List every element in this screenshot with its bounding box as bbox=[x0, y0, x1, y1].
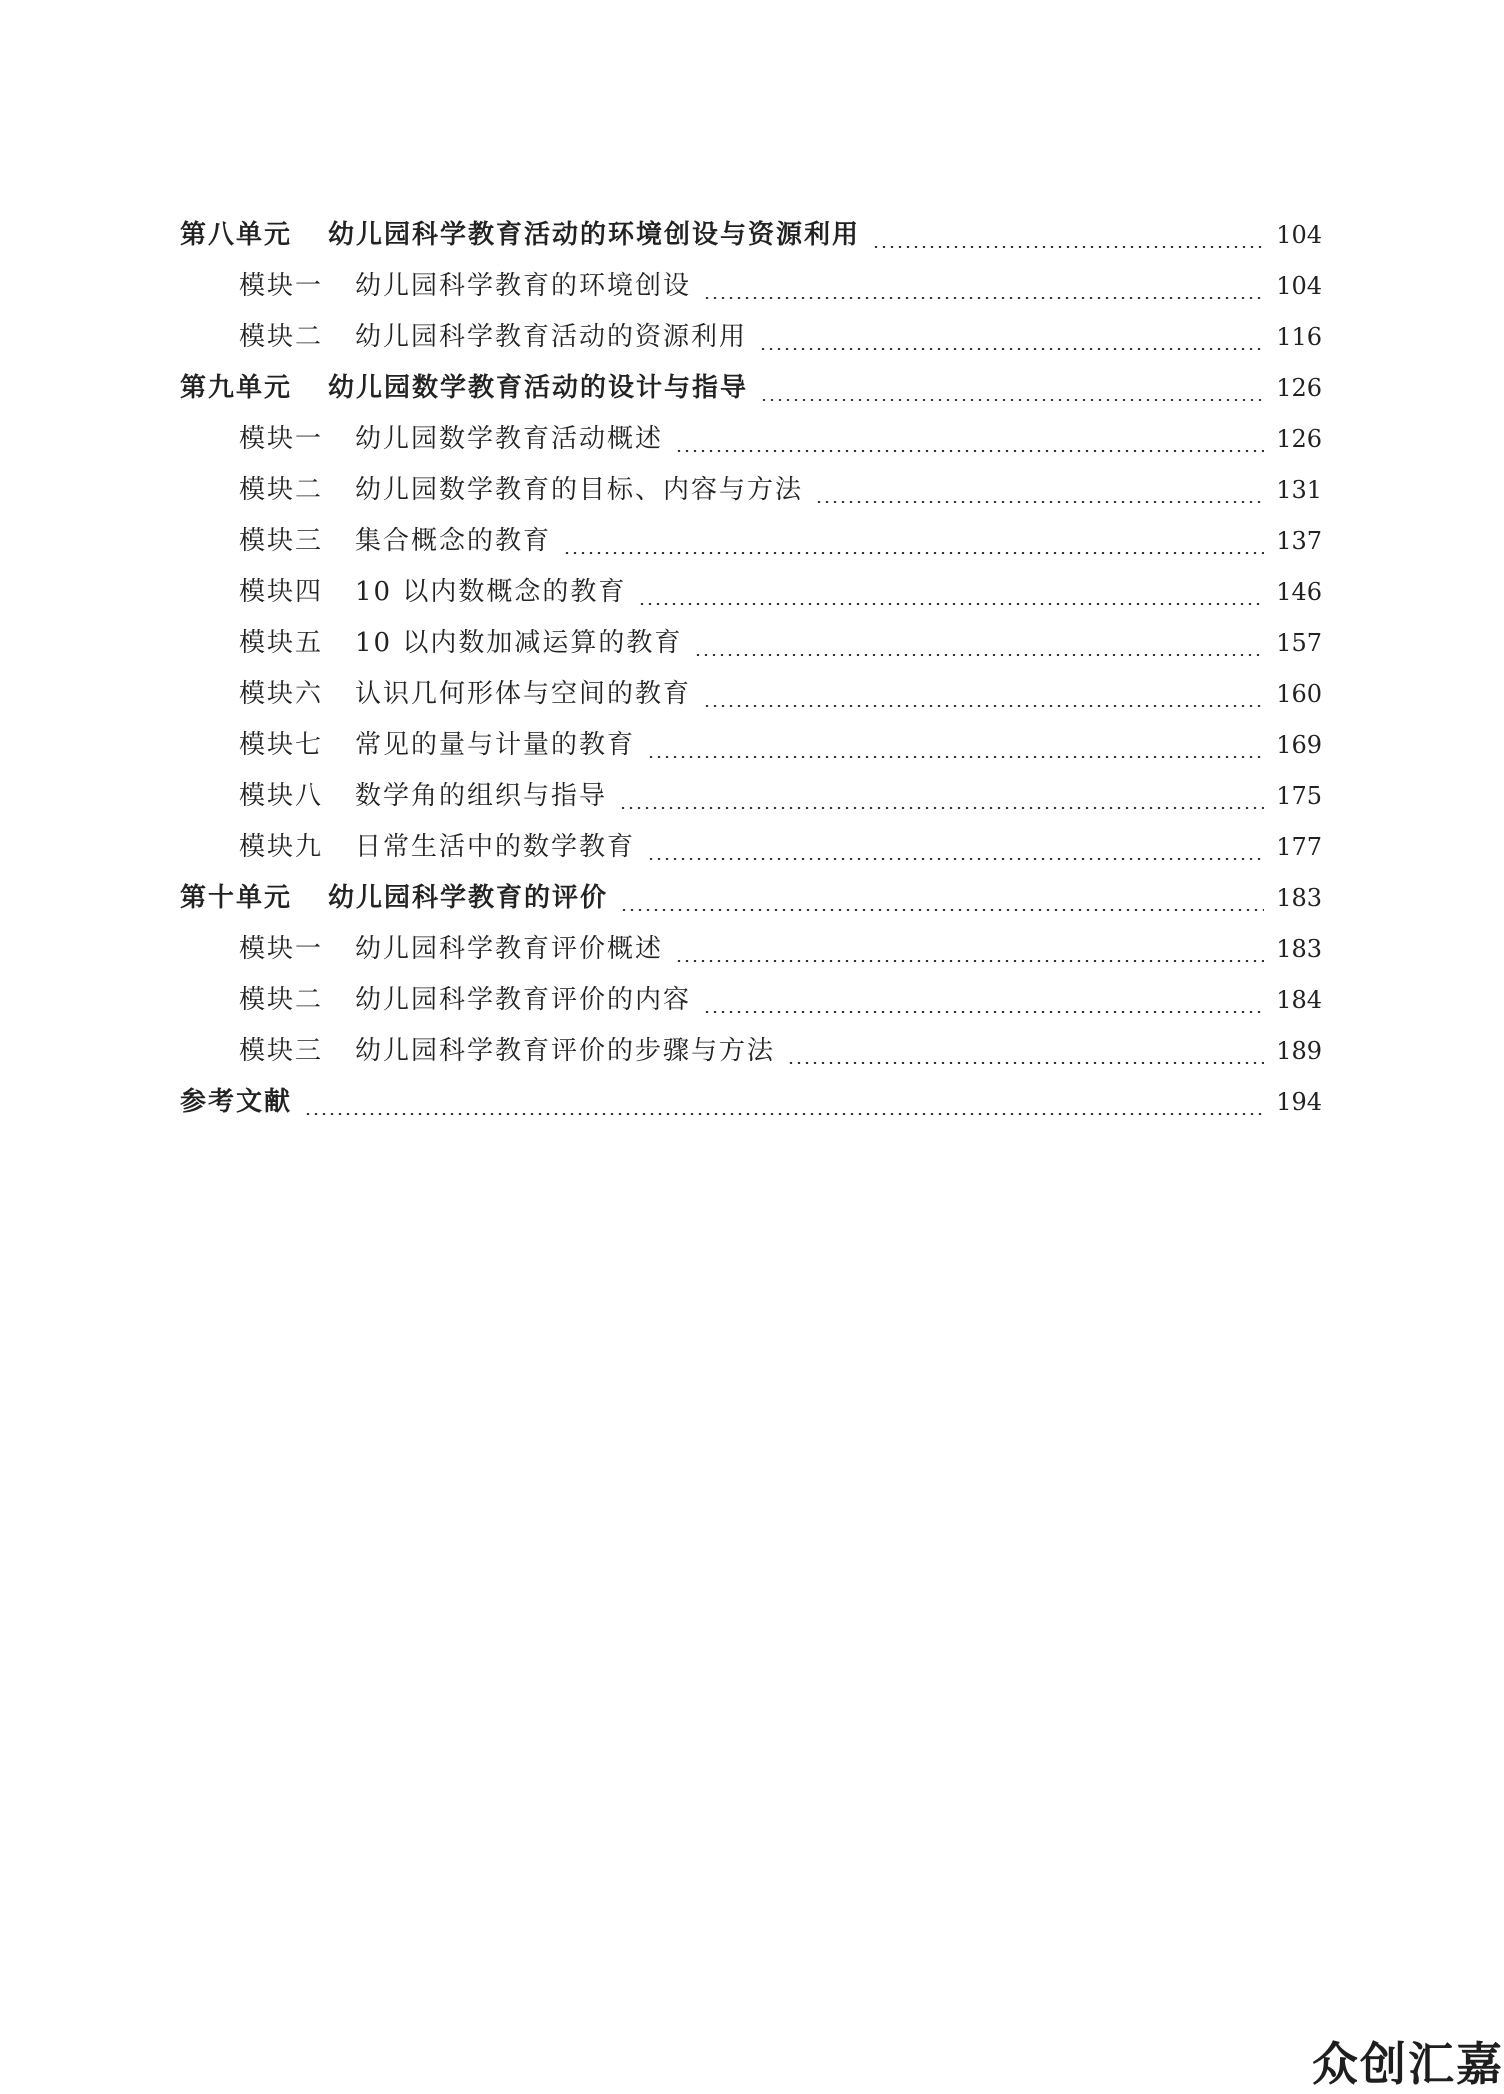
unit-number: 第十单元 bbox=[180, 883, 293, 913]
module-number: 模块三 bbox=[239, 1036, 324, 1066]
toc-module-row[interactable] bbox=[180, 826, 1322, 877]
toc-unit-row[interactable] bbox=[180, 214, 1322, 265]
dot-leader bbox=[759, 348, 1264, 350]
module-title: 10 以内数概念的教育 bbox=[355, 577, 627, 607]
toc-unit-row[interactable] bbox=[180, 367, 1322, 418]
page-number: 177 bbox=[1276, 833, 1322, 861]
module-number: 模块一 bbox=[239, 934, 324, 964]
dot-leader bbox=[647, 756, 1264, 758]
module-title: 幼儿园科学教育的环境创设 bbox=[355, 271, 692, 301]
module-title: 认识几何形体与空间的教育 bbox=[355, 679, 692, 709]
module-number: 模块三 bbox=[239, 526, 324, 556]
page-number: 104 bbox=[1276, 272, 1322, 300]
page-number: 160 bbox=[1276, 680, 1322, 708]
module-title: 10 以内数加减运算的教育 bbox=[355, 628, 683, 658]
module-title: 幼儿园科学教育评价的步骤与方法 bbox=[355, 1036, 776, 1066]
toc-module-row[interactable] bbox=[180, 265, 1322, 316]
dot-leader bbox=[675, 960, 1264, 962]
page-number: 157 bbox=[1276, 629, 1322, 657]
module-title: 集合概念的教育 bbox=[355, 526, 552, 556]
dot-leader bbox=[703, 297, 1264, 299]
module-number: 模块六 bbox=[239, 679, 324, 709]
references-title: 参考文献 bbox=[180, 1087, 293, 1117]
page-number: 183 bbox=[1276, 884, 1322, 912]
table-of-contents bbox=[180, 214, 1322, 1132]
module-number: 模块四 bbox=[239, 577, 324, 607]
module-number: 模块五 bbox=[239, 628, 324, 658]
dot-leader bbox=[620, 909, 1264, 911]
module-title: 幼儿园科学教育评价概述 bbox=[355, 934, 664, 964]
toc-references-row[interactable] bbox=[180, 1081, 1322, 1132]
dot-leader bbox=[675, 450, 1264, 452]
module-number: 模块一 bbox=[239, 424, 324, 454]
page-number: 146 bbox=[1276, 578, 1322, 606]
page-number: 183 bbox=[1276, 935, 1322, 963]
module-title: 幼儿园数学教育活动概述 bbox=[355, 424, 664, 454]
toc-module-row[interactable] bbox=[180, 469, 1322, 520]
module-number: 模块八 bbox=[239, 781, 324, 811]
page-number: 116 bbox=[1276, 323, 1322, 351]
unit-number: 第八单元 bbox=[180, 220, 293, 250]
unit-title: 幼儿园科学教育的评价 bbox=[328, 883, 609, 913]
dot-leader bbox=[787, 1062, 1264, 1064]
module-title: 日常生活中的数学教育 bbox=[355, 832, 636, 862]
dot-leader bbox=[815, 501, 1264, 503]
dot-leader bbox=[694, 654, 1264, 656]
toc-module-row[interactable] bbox=[180, 1030, 1322, 1081]
dot-leader bbox=[619, 807, 1264, 809]
unit-number: 第九单元 bbox=[180, 373, 293, 403]
toc-module-row[interactable] bbox=[180, 673, 1322, 724]
unit-title: 幼儿园数学教育活动的设计与指导 bbox=[328, 373, 749, 403]
dot-leader bbox=[563, 552, 1264, 554]
page-number: 175 bbox=[1276, 782, 1322, 810]
toc-module-row[interactable] bbox=[180, 622, 1322, 673]
module-number: 模块二 bbox=[239, 985, 324, 1015]
toc-module-row[interactable] bbox=[180, 316, 1322, 367]
toc-module-row[interactable] bbox=[180, 979, 1322, 1030]
toc-unit-row[interactable] bbox=[180, 877, 1322, 928]
unit-title: 幼儿园科学教育活动的环境创设与资源利用 bbox=[328, 220, 861, 250]
dot-leader bbox=[703, 1011, 1264, 1013]
module-number: 模块九 bbox=[239, 832, 324, 862]
module-number: 模块二 bbox=[239, 322, 324, 352]
page-number: 194 bbox=[1276, 1088, 1322, 1116]
page-number: 131 bbox=[1276, 476, 1322, 504]
module-number: 模块七 bbox=[239, 730, 324, 760]
dot-leader bbox=[703, 705, 1264, 707]
page-number: 126 bbox=[1276, 425, 1322, 453]
toc-module-row[interactable] bbox=[180, 418, 1322, 469]
dot-leader bbox=[304, 1113, 1264, 1115]
module-title: 幼儿园科学教育评价的内容 bbox=[355, 985, 692, 1015]
page-number: 126 bbox=[1276, 374, 1322, 402]
module-number: 模块一 bbox=[239, 271, 324, 301]
toc-module-row[interactable] bbox=[180, 724, 1322, 775]
dot-leader bbox=[760, 399, 1264, 401]
module-title: 幼儿园数学教育的目标、内容与方法 bbox=[355, 475, 804, 505]
toc-module-row[interactable] bbox=[180, 571, 1322, 622]
page-number: 137 bbox=[1276, 527, 1322, 555]
dot-leader bbox=[647, 858, 1264, 860]
toc-module-row[interactable] bbox=[180, 520, 1322, 571]
dot-leader bbox=[638, 603, 1264, 605]
page-number: 184 bbox=[1276, 986, 1322, 1014]
page-number: 104 bbox=[1276, 221, 1322, 249]
dot-leader bbox=[872, 246, 1264, 248]
page-number: 189 bbox=[1276, 1037, 1322, 1065]
module-title: 数学角的组织与指导 bbox=[355, 781, 608, 811]
toc-module-row[interactable] bbox=[180, 775, 1322, 826]
module-title: 常见的量与计量的教育 bbox=[355, 730, 636, 760]
module-title: 幼儿园科学教育活动的资源利用 bbox=[355, 322, 748, 352]
module-number: 模块二 bbox=[239, 475, 324, 505]
toc-module-row[interactable] bbox=[180, 928, 1322, 979]
watermark-logo: 众创汇嘉 bbox=[1312, 2037, 1504, 2091]
page-number: 169 bbox=[1276, 731, 1322, 759]
